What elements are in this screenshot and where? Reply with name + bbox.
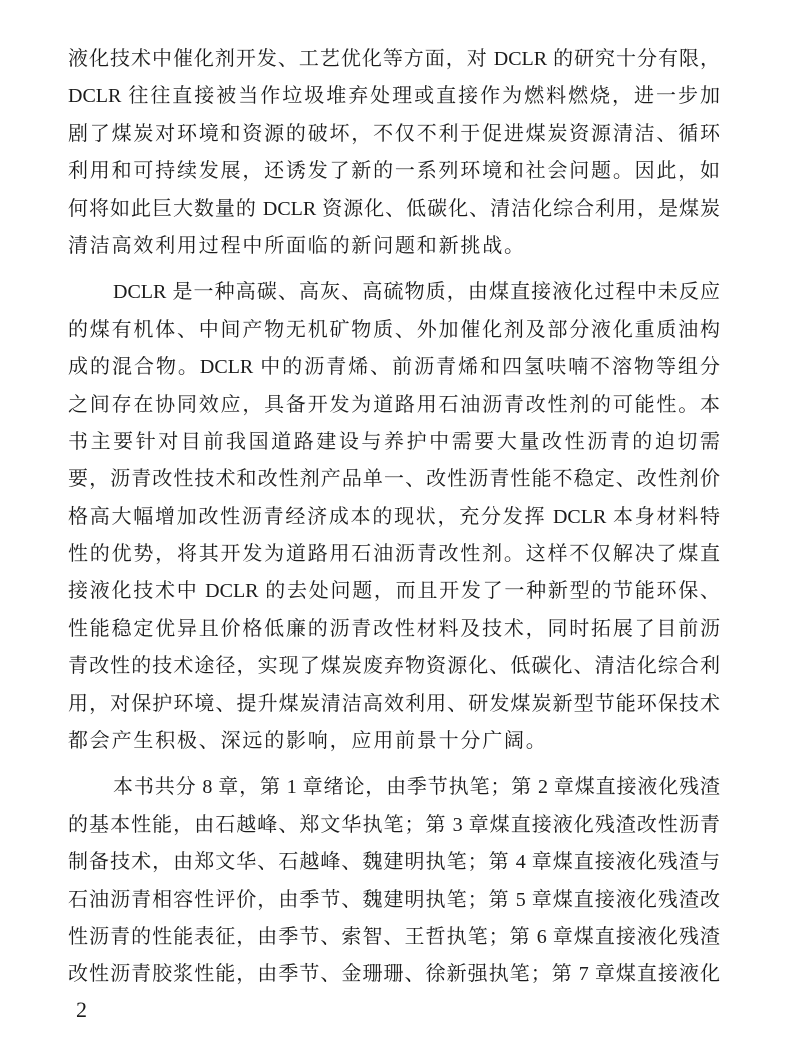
text-line: 接液化技术中 DCLR 的去处问题，而且开发了一种新型的节能环保、 xyxy=(68,580,720,603)
text-line: 成的混合物。DCLR 中的沥青烯、前沥青烯和四氢呋喃不溶物等组分 xyxy=(68,356,720,379)
text-line: 液化技术中催化剂开发、工艺优化等方面，对 DCLR 的研究十分有限， xyxy=(68,48,720,70)
text-line: 用，对保护环境、提升煤炭清洁高效利用、研发煤炭新型节能环保技术 xyxy=(68,692,720,715)
text-line: 何将如此巨大数量的 DCLR 资源化、低碳化、清洁化综合利用，是煤炭 xyxy=(68,197,720,220)
text-line: 剧了煤炭对环境和资源的破坏，不仅不利于促进煤炭资源清洁、循环 xyxy=(68,122,720,145)
text-line: 格高大幅增加改性沥青经济成本的现状，充分发挥 DCLR 本身材料特 xyxy=(68,505,720,528)
text-line: 要，沥青改性技术和改性剂产品单一、改性沥青性能不稳定、改性剂价 xyxy=(68,468,720,491)
text-line: DCLR 是一种高碳、高灰、高硫物质，由煤直接液化过程中未反应 xyxy=(113,281,720,304)
paragraph-dclr-description xyxy=(68,274,720,760)
body-text xyxy=(68,41,720,994)
text-line: 青改性的技术途径，实现了煤炭废弃物资源化、低碳化、清洁化综合利 xyxy=(68,655,720,678)
text-line: 性的优势，将其开发为道路用石油沥青改性剂。这样不仅解决了煤直 xyxy=(68,543,720,566)
text-line: 的煤有机体、中间产物无机矿物质、外加催化剂及部分液化重质油构 xyxy=(68,318,720,341)
text-line: 石油沥青相容性评价，由季节、魏建明执笔；第 5 章煤直接液化残渣改 xyxy=(68,888,720,911)
page-number: 2 xyxy=(76,997,87,1022)
text-line: 清洁高效利用过程中所面临的新问题和新挑战。 xyxy=(68,234,526,257)
text-line: 改性沥青胶浆性能，由季节、金珊珊、徐新强执笔；第 7 章煤直接液化 xyxy=(68,963,720,986)
text-line: 的基本性能，由石越峰、郑文华执笔；第 3 章煤直接液化残渣改性沥青 xyxy=(68,813,720,836)
text-line: 性能稳定优异且价格低廉的沥青改性材料及技术，同时拓展了目前沥 xyxy=(68,617,720,640)
text-line: DCLR 往往直接被当作垃圾堆弃处理或直接作为燃料燃烧，进一步加 xyxy=(68,85,720,108)
text-line: 性沥青的性能表征，由季节、索智、王哲执笔；第 6 章煤直接液化残渣 xyxy=(68,925,720,948)
text-line: 制备技术，由郑文华、石越峰、魏建明执笔；第 4 章煤直接液化残渣与 xyxy=(68,851,720,874)
paragraph-continued xyxy=(68,41,720,265)
text-line: 书主要针对目前我国道路建设与养护中需要大量改性沥青的迫切需 xyxy=(68,430,720,453)
text-line: 都会产生积极、深远的影响，应用前景十分广阔。 xyxy=(68,730,548,753)
text-line: 之间存在协同效应，具备开发为道路用石油沥青改性剂的可能性。本 xyxy=(68,393,720,416)
text-line: 利用和可持续发展，还诱发了新的一系列环境和社会问题。因此，如 xyxy=(68,160,720,183)
text-line: 本书共分 8 章，第 1 章绪论，由季节执笔；第 2 章煤直接液化残渣 xyxy=(113,776,720,799)
paragraph-chapter-authors xyxy=(68,769,720,993)
